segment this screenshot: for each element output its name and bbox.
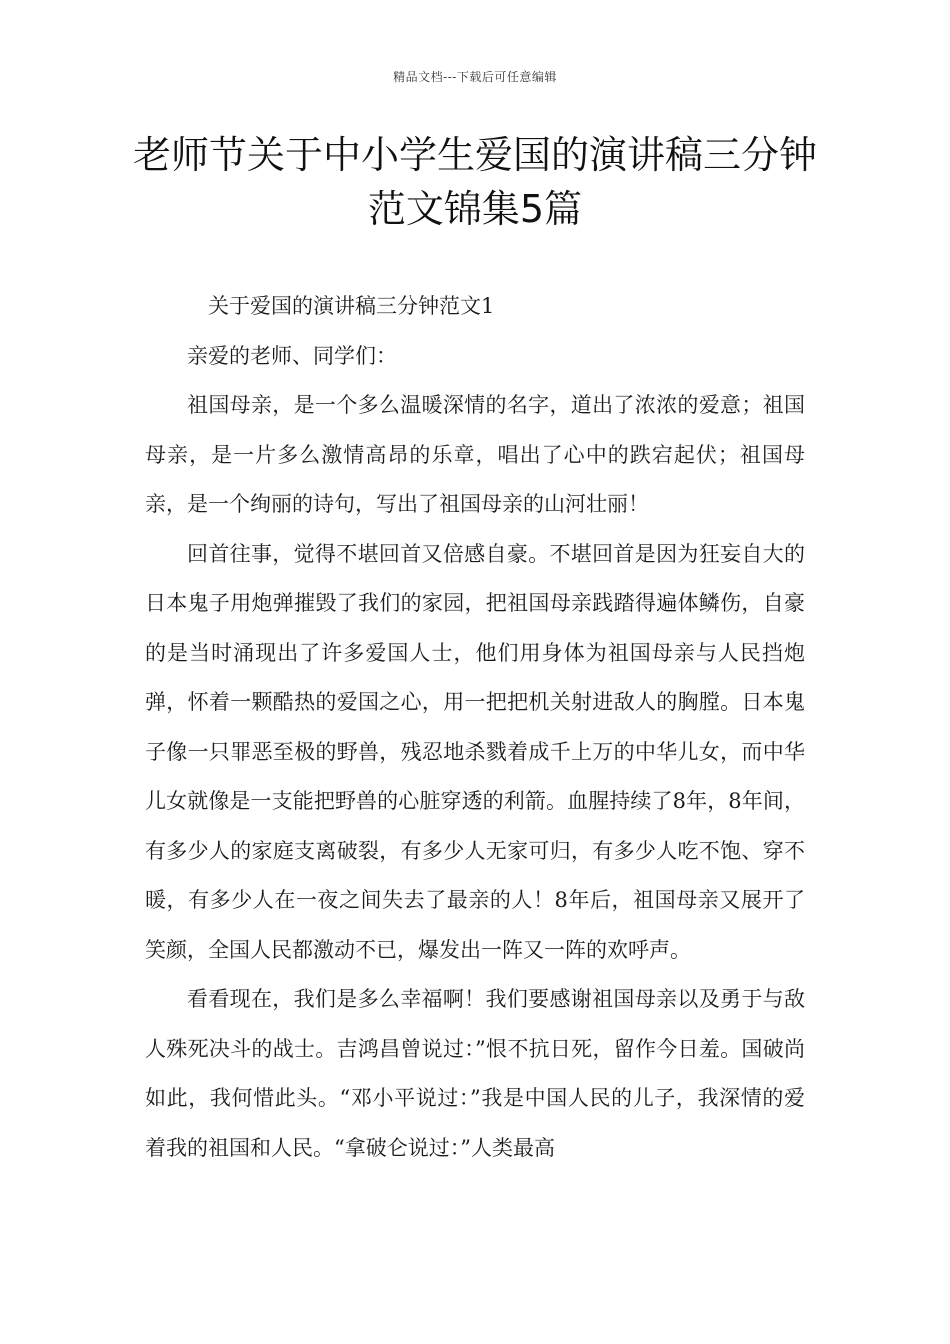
paragraph-motherland: 祖国母亲，是一个多么温暖深情的名字，道出了浓浓的爱意；祖国母亲，是一片多么激情高昂的乐章，唱出了心中的跌宕起伏；祖国母亲，是一个绚丽的诗句，写出了祖国母亲的山河壮丽！ bbox=[145, 393, 805, 516]
paragraph-present: 看看现在，我们是多么幸福啊！我们要感谢祖国母亲以及勇于与敌人殊死决斗的战士。吉鸿昌曾说过：”恨不抗日死，留作今日羞。国破尚如此，我何惜此头。“邓小平说过：”我是中国人民的儿子，我深情的爱着我的祖国和人民。“拿破仑说过：”人类最高 bbox=[145, 987, 805, 1160]
paragraph-greeting: 亲爱的老师、同学们： bbox=[187, 343, 397, 368]
document-body bbox=[145, 282, 805, 1173]
section-heading: 关于爱国的演讲稿三分钟范文1 bbox=[208, 294, 495, 318]
paragraph-history: 回首往事，觉得不堪回首又倍感自豪。不堪回首是因为狂妄自大的日本鬼子用炮弹摧毁了我们的家园，把祖国母亲践踏得遍体鳞伤，自豪的是当时涌现出了许多爱国人士，他们用身体为祖国母亲与人民挡炮弹，怀着一颗酷热的爱国之心，用一把把机关射进敌人的胸膛。日本鬼子像一只罪恶至极的野兽，残忍地杀戮着成千上万的中华儿女，而中华儿女就像是一支能把野兽的心脏穿透的利箭。血腥持续了8年，8年间，有多少人的家庭支离破裂，有多少人无家可归，有多少人吃不饱、穿不暖，有多少人在一夜之间失去了最亲的人！8年后，祖国母亲又展开了笑颜，全国人民都激动不已，爆发出一阵又一阵的欢呼声。 bbox=[145, 541, 805, 962]
header-note: 精品文档---下载后可任意编辑 bbox=[393, 70, 557, 84]
document-title: 老师节关于中小学生爱国的演讲稿三分钟范文锦集5篇 bbox=[132, 133, 817, 231]
